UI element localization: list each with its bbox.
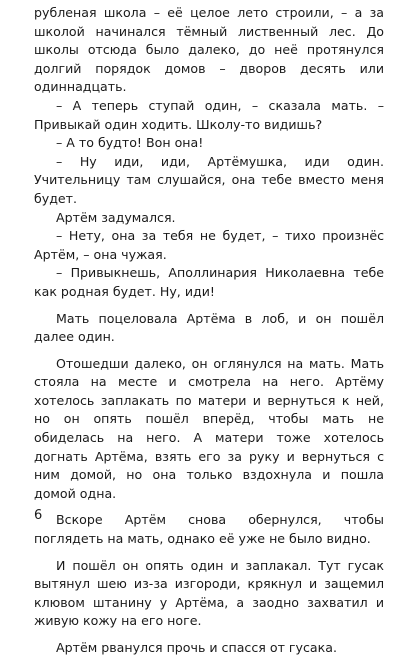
paragraph: Вскоре Артём снова обернулся, чтобы поглядеть на мать, однако её уже не было видно.	[34, 512, 384, 547]
paragraph: Артём задумался.	[56, 209, 176, 225]
paragraph: И пошёл он опять один и заплакал. Тут гусак вытянул шею из-за изгороди, крякнул и защемил клювом штанину у Артёма, а заодно захватил и живую кожу на его ноге.	[34, 557, 384, 629]
paragraph: – Нету, она за тебя не будет, – тихо произнёс Артём, – она чужая.	[34, 228, 384, 262]
paragraph: – Ну иди, иди, Артёмушка, иди один. Учительницу там слушайся, она тебе вместо меня будет.	[34, 153, 384, 206]
paragraph: – А то будто! Вон она!	[56, 135, 204, 151]
paragraph: Артём рванулся прочь и спасся от гусака.	[56, 640, 337, 655]
paragraph: рубленая школа – её целое лето строили, – а за школой начинался тёмный лиственный лес. До школы отсюда было далеко, до неё протянулся долгий порядок домов – дворов десять или одиннадцать.	[34, 5, 384, 95]
paragraph: – А теперь ступай один, – сказала мать. – Привыкай один ходить. Школу-то видишь?	[34, 97, 384, 132]
page-text	[34, 4, 384, 658]
page-number: 6	[34, 508, 43, 523]
paragraph: – Привыкнешь, Аполлинария Николаевна тебе как родная будет. Ну, иди!	[34, 265, 384, 299]
paragraph: Мать поцеловала Артёма в лоб, и он пошёл далее один.	[34, 310, 384, 345]
paragraph: Отошедши далеко, он оглянулся на мать. Мать стояла на месте и смотрела на него. Артёму хотелось заплакать по матери и вернуться к ней, но он опять пошёл вперёд, чтобы мать не обиделась на него. А матери тоже хотелось догнать Артёма, взять его за руку и вернуться с ним домой, но она только вздохнула и пошла домой одна.	[34, 355, 384, 501]
